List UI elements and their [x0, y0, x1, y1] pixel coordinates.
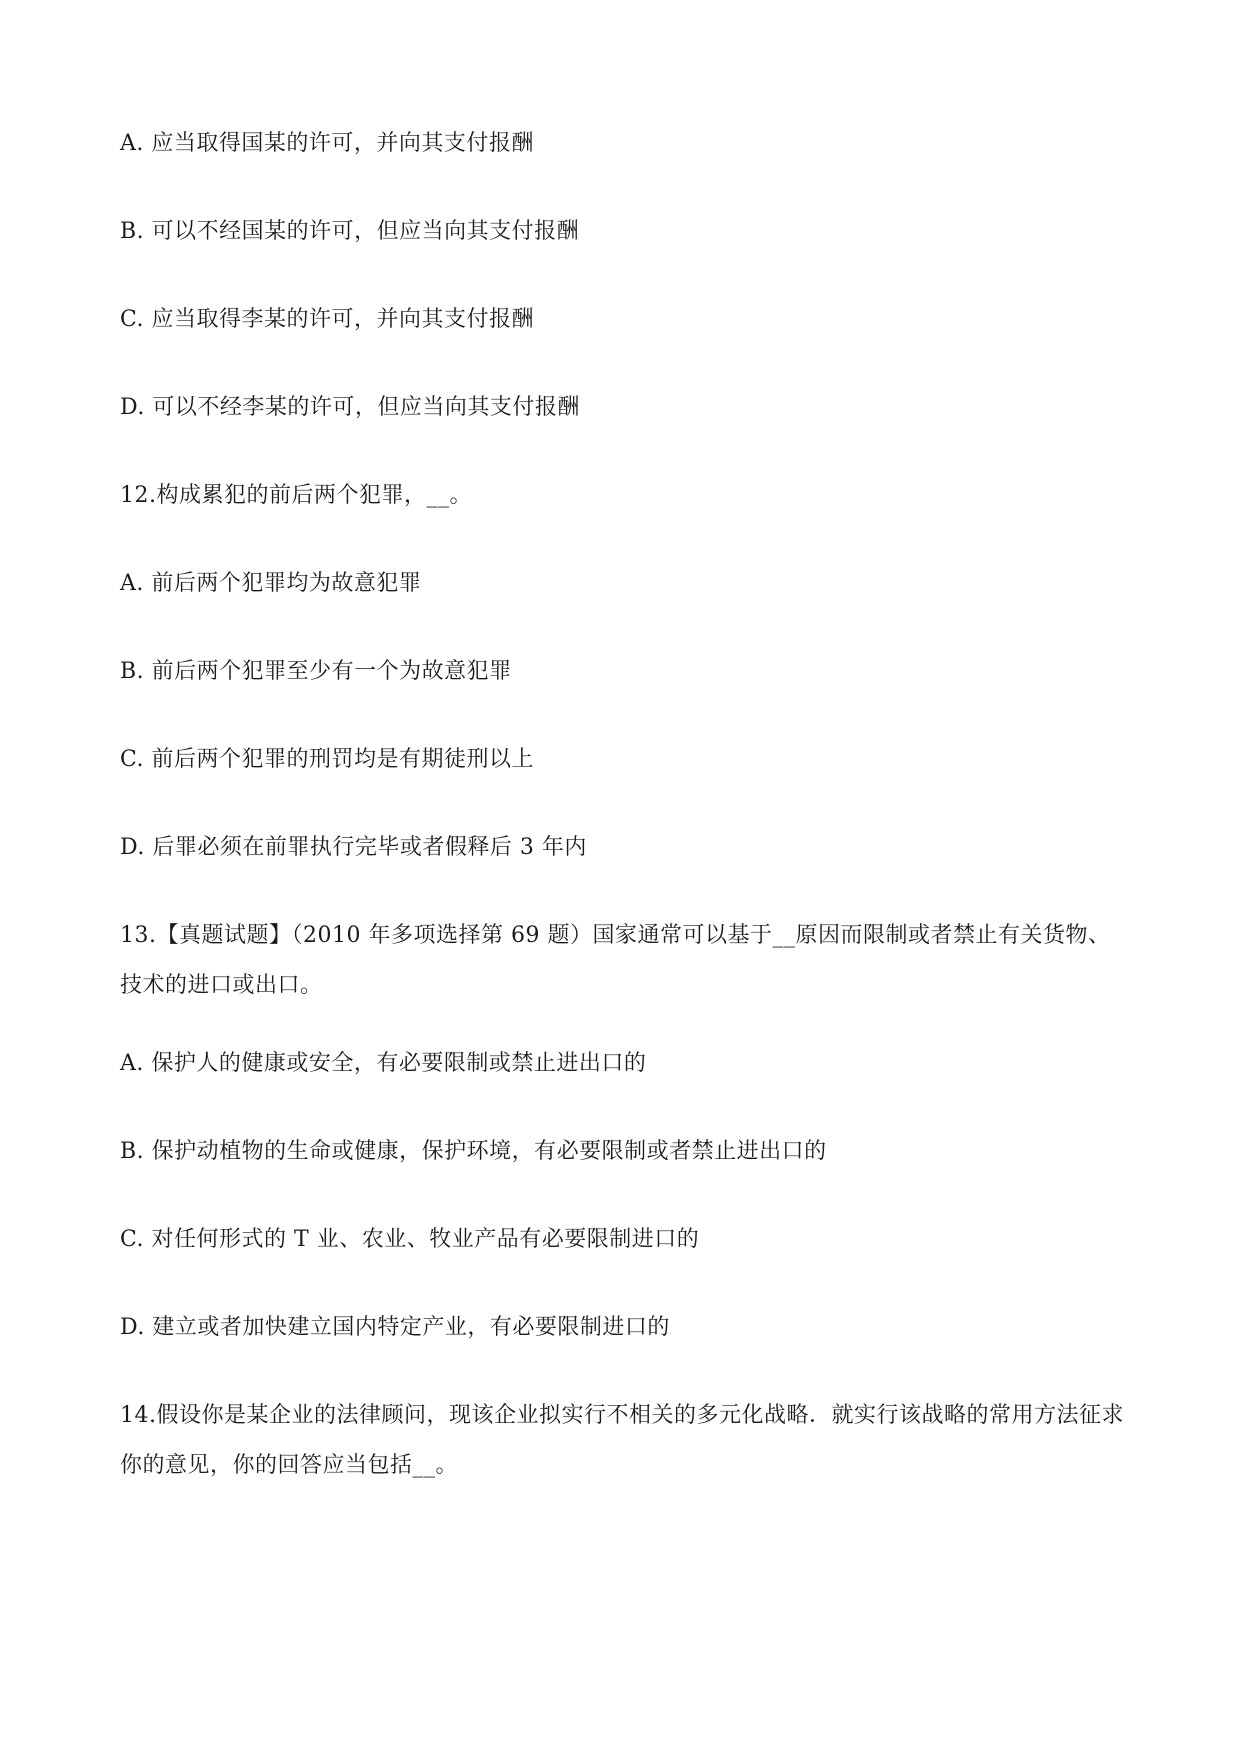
q11-option-d: D. 可以不经李某的许可，但应当向其支付报酬 — [120, 395, 580, 420]
q11-option-b: B. 可以不经国某的许可，但应当向其支付报酬 — [120, 219, 580, 244]
q12-option-c: C. 前后两个犯罪的刑罚均是有期徒刑以上 — [120, 747, 535, 772]
q13-option-b: B. 保护动植物的生命或健康，保护环境，有必要限制或者禁止进出口的 — [120, 1139, 827, 1164]
q13-option-d: D. 建立或者加快建立国内特定产业，有必要限制进口的 — [120, 1315, 670, 1340]
question-12: 12.构成累犯的前后两个犯罪，__。 — [120, 483, 472, 508]
question-14: 14.假设你是某企业的法律顾问，现该企业拟实行不相关的多元化战略．就实行该战略的常用方法征求你的意见，你的回答应当包括__。 — [120, 1403, 1124, 1478]
q12-option-b: B. 前后两个犯罪至少有一个为故意犯罪 — [120, 659, 512, 684]
q13-option-a: A. 保护人的健康或安全，有必要限制或禁止进出口的 — [120, 1051, 647, 1076]
q12-option-a: A. 前后两个犯罪均为故意犯罪 — [120, 571, 422, 596]
q11-option-a: A. 应当取得国某的许可，并向其支付报酬 — [120, 131, 534, 156]
q13-option-c: C. 对任何形式的 T 业、农业、牧业产品有必要限制进口的 — [120, 1227, 700, 1252]
q12-option-d: D. 后罪必须在前罪执行完毕或者假释后 3 年内 — [120, 835, 587, 860]
question-13: 13.【真题试题】（2010 年多项选择第 69 题）国家通常可以基于__原因而限制或者禁止有关货物、技术的进口或出口。 — [120, 923, 1111, 998]
q11-option-c: C. 应当取得李某的许可，并向其支付报酬 — [120, 307, 535, 332]
